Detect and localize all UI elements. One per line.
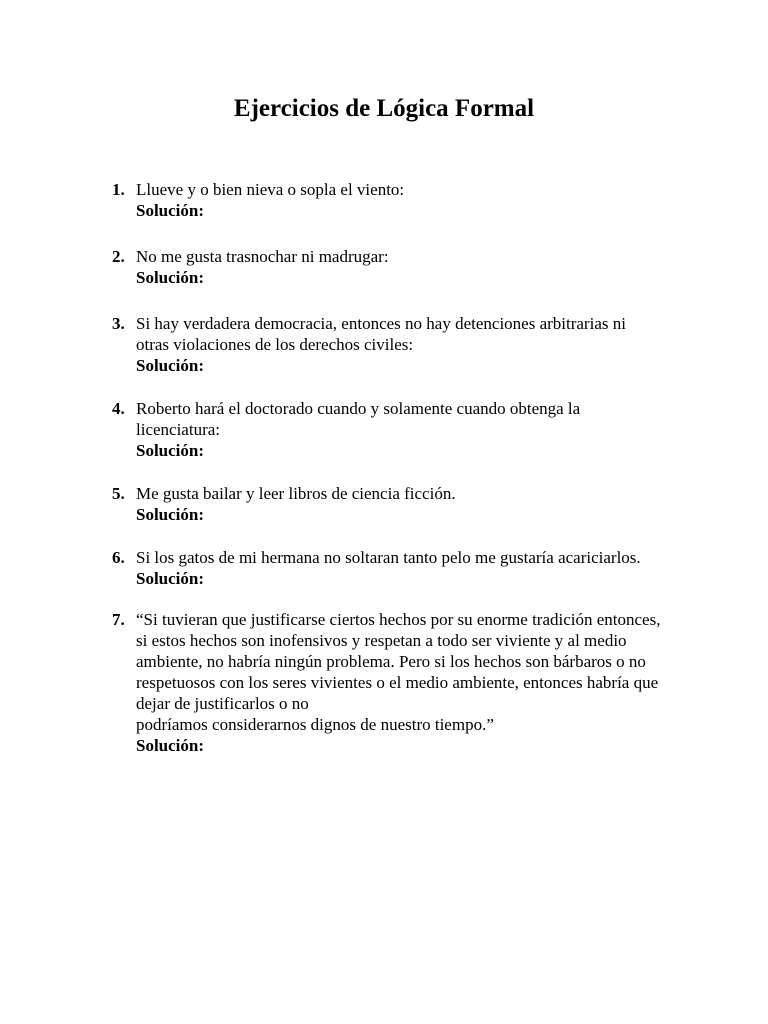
exercise-number: 7. bbox=[112, 610, 125, 629]
exercise-statement-line: otras violaciones de los derechos civiles: bbox=[136, 335, 414, 354]
exercise-item bbox=[112, 398, 678, 461]
exercise-number: 5. bbox=[112, 484, 125, 503]
exercise-statement-line: respetuosos con los seres vivientes o el medio ambiente, entonces habría que bbox=[136, 673, 659, 692]
exercise-statement-line: podríamos considerarnos dignos de nuestro tiempo.” bbox=[136, 715, 494, 734]
exercise-number: 6. bbox=[112, 548, 125, 567]
exercise-statement-line: licenciatura: bbox=[136, 420, 221, 439]
exercise-number: 4. bbox=[112, 399, 125, 418]
exercise-item bbox=[112, 547, 678, 589]
exercise-body bbox=[136, 547, 678, 589]
solution-label: Solución: bbox=[136, 736, 205, 755]
exercise-item bbox=[112, 609, 678, 756]
exercise-statement-line: No me gusta trasnochar ni madrugar: bbox=[136, 247, 389, 266]
exercise-item bbox=[112, 483, 678, 525]
exercise-statement-line: Me gusta bailar y leer libros de ciencia ficción. bbox=[136, 484, 456, 503]
solution-label: Solución: bbox=[136, 356, 205, 375]
document-title: Ejercicios de Lógica Formal bbox=[233, 95, 535, 122]
exercise-number: 1. bbox=[112, 180, 125, 199]
exercise-statement-line: si estos hechos son inofensivos y respetan a todo ser viviente y al medio bbox=[136, 631, 627, 650]
exercise-item bbox=[112, 246, 678, 288]
solution-label: Solución: bbox=[136, 268, 205, 287]
exercise-body bbox=[136, 398, 678, 461]
exercise-body bbox=[136, 609, 678, 756]
solution-label: Solución: bbox=[136, 441, 205, 460]
exercise-statement-line: Si los gatos de mi hermana no soltaran tanto pelo me gustaría acariciarlos. bbox=[136, 548, 641, 567]
solution-label: Solución: bbox=[136, 201, 205, 220]
exercise-statement-line: Si hay verdadera democracia, entonces no hay detenciones arbitrarias ni bbox=[136, 314, 626, 333]
exercise-item bbox=[112, 179, 678, 221]
exercise-body bbox=[136, 313, 678, 376]
exercise-statement-line: ambiente, no habría ningún problema. Pero si los hechos son bárbaros o no bbox=[136, 652, 646, 671]
solution-label: Solución: bbox=[136, 569, 205, 588]
exercise-number: 2. bbox=[112, 247, 125, 266]
exercise-body bbox=[136, 483, 678, 525]
exercise-number: 3. bbox=[112, 314, 125, 333]
exercise-statement-line: dejar de justificarlos o no bbox=[136, 694, 309, 713]
exercise-body bbox=[136, 246, 678, 288]
exercise-body bbox=[136, 179, 678, 221]
exercise-statement-line: Roberto hará el doctorado cuando y solamente cuando obtenga la bbox=[136, 399, 581, 418]
exercise-statement-line: “Si tuvieran que justificarse ciertos hechos por su enorme tradición entonces, bbox=[136, 610, 661, 629]
solution-label: Solución: bbox=[136, 505, 205, 524]
exercise-item bbox=[112, 313, 678, 376]
exercise-statement-line: Llueve y o bien nieva o sopla el viento: bbox=[136, 180, 405, 199]
